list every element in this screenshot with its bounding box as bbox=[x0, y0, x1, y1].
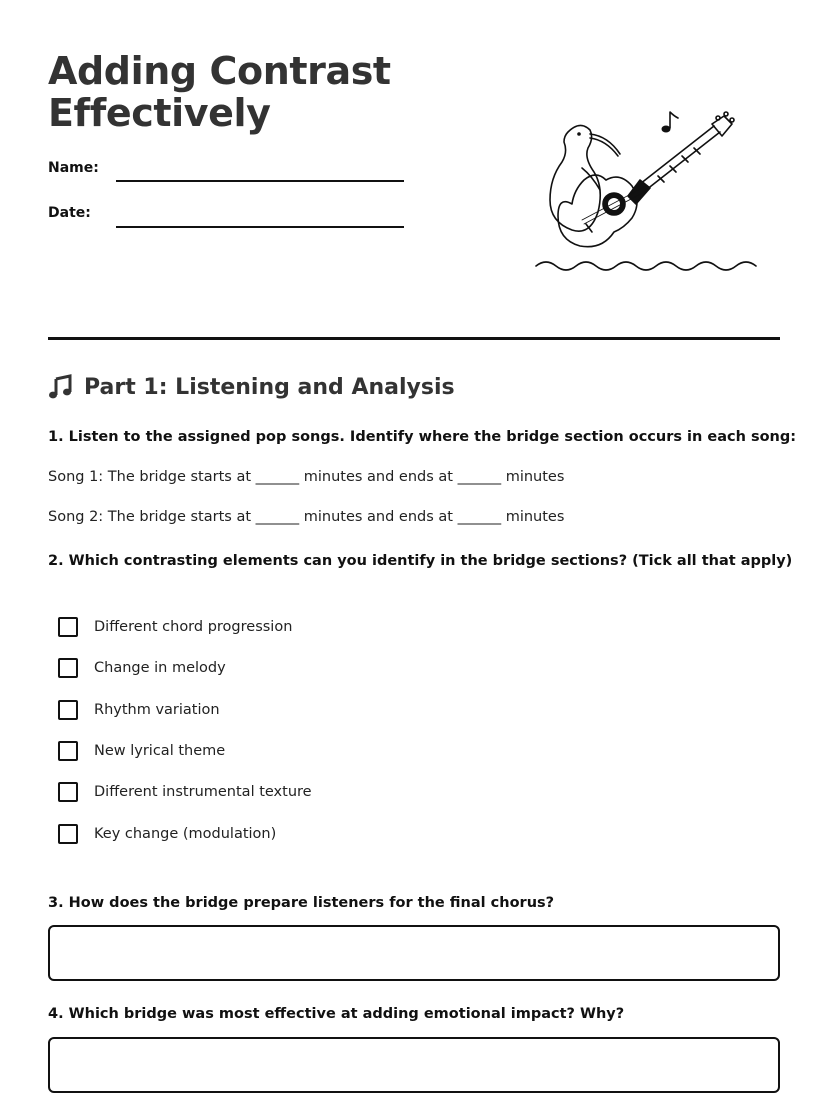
title-line-2: Effectively bbox=[48, 91, 271, 135]
guitar-icon bbox=[558, 112, 734, 247]
checkbox[interactable] bbox=[58, 658, 78, 678]
waves-icon bbox=[536, 262, 756, 270]
answer-box-3[interactable] bbox=[48, 925, 780, 981]
question-3: 3. How does the bridge prepare listeners for the final chorus? bbox=[48, 895, 555, 911]
checkbox-label: Change in melody bbox=[94, 660, 226, 676]
checkbox-label: Rhythm variation bbox=[94, 702, 220, 718]
answer-box-4[interactable] bbox=[48, 1037, 780, 1093]
part1-heading-text: Part 1: Listening and Analysis bbox=[84, 374, 455, 400]
music-note-icon bbox=[662, 112, 679, 133]
checkbox-option[interactable] bbox=[58, 824, 276, 844]
question-2: 2. Which contrasting elements can you identify in the bridge sections? (Tick all that apply) bbox=[48, 553, 793, 569]
checkbox-option[interactable] bbox=[58, 658, 226, 678]
checkbox-label: New lyrical theme bbox=[94, 743, 226, 759]
part1-heading bbox=[48, 374, 455, 400]
checkbox-option[interactable] bbox=[58, 782, 312, 802]
checkbox-option[interactable] bbox=[58, 617, 292, 637]
question-4: 4. Which bridge was most effective at adding emotional impact? Why? bbox=[48, 1006, 625, 1022]
song-2-line[interactable]: Song 2: The bridge starts at ______ minutes and ends at ______ minutes bbox=[48, 509, 565, 525]
date-field[interactable] bbox=[116, 226, 404, 228]
section-divider bbox=[48, 337, 780, 340]
page-title bbox=[48, 50, 391, 134]
checkbox-option[interactable] bbox=[58, 700, 220, 720]
checkbox-label: Different instrumental texture bbox=[94, 784, 312, 800]
checkbox[interactable] bbox=[58, 617, 78, 637]
music-note-icon bbox=[48, 374, 74, 400]
bird-playing-guitar-illustration bbox=[528, 100, 768, 280]
song-1-line[interactable]: Song 1: The bridge starts at ______ minutes and ends at ______ minutes bbox=[48, 469, 565, 485]
checkbox[interactable] bbox=[58, 824, 78, 844]
checkbox[interactable] bbox=[58, 700, 78, 720]
checkbox[interactable] bbox=[58, 782, 78, 802]
checkbox-option[interactable] bbox=[58, 741, 225, 761]
checkbox[interactable] bbox=[58, 741, 78, 761]
name-label: Name: bbox=[48, 160, 99, 176]
title-line-1: Adding Contrast bbox=[48, 49, 391, 93]
checkbox-label: Different chord progression bbox=[94, 619, 293, 635]
date-label: Date: bbox=[48, 205, 91, 221]
name-field[interactable] bbox=[116, 180, 404, 182]
checkbox-label: Key change (modulation) bbox=[94, 826, 277, 842]
question-1: 1. Listen to the assigned pop songs. Identify where the bridge section occurs in each song: bbox=[48, 429, 797, 445]
